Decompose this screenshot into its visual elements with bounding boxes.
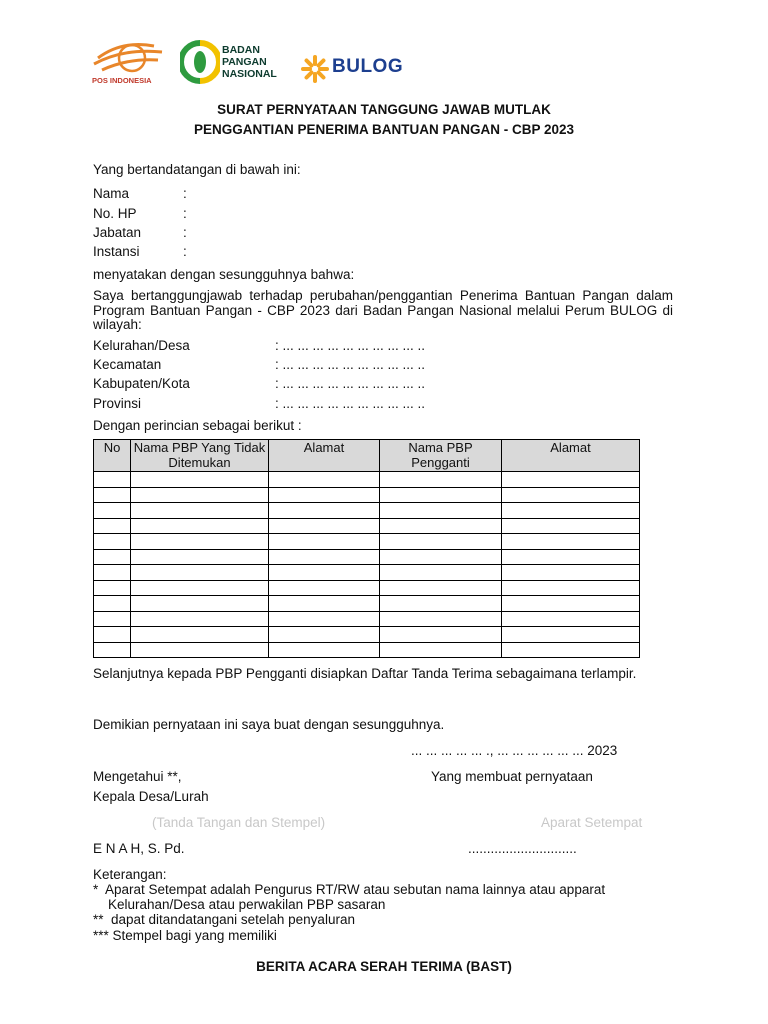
table-cell (502, 627, 640, 643)
badan-pangan-emblem-icon (180, 40, 220, 84)
table-cell (269, 596, 380, 612)
region-row-kelurahan (93, 338, 425, 353)
sign-left-name: E N A H, S. Pd. (93, 841, 185, 856)
notes-item: * Aparat Setempat adalah Pengurus RT/RW atau sebutan nama lainnya atau apparat (93, 882, 606, 897)
sign-left-hint: (Tanda Tangan dan Stempel) (152, 815, 326, 830)
identity-row-nama: Nama : (93, 186, 187, 201)
table-cell (131, 472, 269, 488)
table-row (94, 565, 640, 581)
table-row (94, 534, 640, 550)
table-cell (502, 549, 640, 565)
table-cell (269, 642, 380, 658)
table-cell (269, 518, 380, 534)
column-header-nama-tidak-ditemukan: Nama PBP Yang Tidak Ditemukan (131, 440, 269, 472)
table-cell (380, 627, 502, 643)
sign-right-name: ............................. (468, 841, 577, 856)
closing-text: Demikian pernyataan ini saya buat dengan sesungguhnya. (93, 717, 445, 732)
region-value: : ... ... ... ... ... ... ... ... ... .. (275, 396, 426, 411)
table-cell (131, 596, 269, 612)
sign-right-heading: Yang membuat pernyataan (431, 769, 593, 784)
table-cell (94, 565, 131, 581)
footer-title: BERITA ACARA SERAH TERIMA (BAST) (256, 959, 512, 974)
region-row-kecamatan (93, 357, 425, 372)
identity-row-jabatan: Jabatan : (93, 225, 187, 240)
identity-label: Instansi (93, 244, 140, 259)
table-cell (269, 487, 380, 503)
document-title-line1: SURAT PERNYATAAN TANGGUNG JAWAB MUTLAK (217, 102, 551, 117)
notes-item: Kelurahan/Desa atau perwakilan PBP sasaran (93, 897, 386, 912)
notes-item: *** Stempel bagi yang memiliki (93, 928, 277, 943)
identity-label: No. HP (93, 206, 137, 221)
intro-text: Yang bertandatangan di bawah ini: (93, 162, 301, 177)
region-label: Kelurahan/Desa (93, 338, 190, 353)
column-header-no: No (94, 440, 131, 472)
table-cell (131, 611, 269, 627)
table-row (94, 487, 640, 503)
table-cell (380, 596, 502, 612)
table-cell (131, 642, 269, 658)
region-label: Kecamatan (93, 357, 162, 372)
table-cell (502, 518, 640, 534)
badan-pangan-label: BADAN PANGAN NASIONAL (222, 44, 277, 80)
statement-paragraph: Saya bertanggungjawab terhadap perubahan/penggantian Penerima Bantuan Pangan dalam Program Bantuan Pangan - CBP 2023 dari Badan Pangan Nasional melalui Perum BULOG di wilayah: (93, 288, 673, 332)
declare-text: menyatakan dengan sesungguhnya bahwa: (93, 267, 355, 282)
followup-paragraph: Selanjutnya kepada PBP Pengganti disiapkan Daftar Tanda Terima sebagaimana terlampir. (93, 666, 637, 681)
identity-label: Nama (93, 186, 130, 201)
identity-row-hp: No. HP : (93, 206, 187, 221)
date-line: ... ... ... ... ... ., ... ... ... ... ... ... 2023 (411, 743, 618, 758)
table-cell (380, 518, 502, 534)
table-cell (131, 565, 269, 581)
region-label: Provinsi (93, 396, 142, 411)
table-cell (94, 642, 131, 658)
region-value: : ... ... ... ... ... ... ... ... ... .. (275, 376, 426, 391)
table-header-row (94, 440, 640, 472)
table-cell (269, 549, 380, 565)
identity-row-instansi: Instansi : (93, 244, 187, 259)
table-cell (502, 611, 640, 627)
table-row (94, 472, 640, 488)
bulog-label: BULOG (332, 56, 404, 77)
column-header-nama-pengganti: Nama PBP Pengganti (380, 440, 502, 472)
table-row (94, 580, 640, 596)
table-cell (502, 596, 640, 612)
table-cell (380, 487, 502, 503)
table-cell (502, 503, 640, 519)
sign-left-heading: Mengetahui **, (93, 769, 182, 784)
table-cell (94, 503, 131, 519)
table-cell (380, 534, 502, 550)
table-cell (502, 642, 640, 658)
table-cell (380, 642, 502, 658)
table-row (94, 518, 640, 534)
table-cell (502, 472, 640, 488)
table-cell (380, 472, 502, 488)
table-cell (380, 549, 502, 565)
table-row (94, 596, 640, 612)
table-cell (131, 627, 269, 643)
table-cell (269, 503, 380, 519)
detail-intro-text: Dengan perincian sebagai berikut : (93, 418, 302, 433)
table-cell (94, 534, 131, 550)
table-cell (94, 611, 131, 627)
table-cell (131, 580, 269, 596)
table-cell (94, 549, 131, 565)
table-cell (94, 627, 131, 643)
column-header-alamat-pengganti: Alamat (502, 440, 640, 472)
sign-left-role: Kepala Desa/Lurah (93, 789, 209, 804)
region-value: : ... ... ... ... ... ... ... ... ... .. (275, 338, 426, 353)
table-cell (380, 565, 502, 581)
notes-item: ** dapat ditandatangani setelah penyaluran (93, 912, 355, 927)
replacement-table (93, 439, 640, 658)
pos-indonesia-logo (92, 38, 172, 86)
table-row (94, 611, 640, 627)
identity-label: Jabatan (93, 225, 142, 240)
notes-heading: Keterangan: (93, 867, 167, 882)
table-cell (502, 565, 640, 581)
table-cell (502, 487, 640, 503)
table-cell (94, 596, 131, 612)
bulog-logo (300, 54, 430, 84)
table-row (94, 503, 640, 519)
table-cell (131, 487, 269, 503)
table-row (94, 642, 640, 658)
table-cell (269, 611, 380, 627)
table-cell (131, 503, 269, 519)
table-cell (269, 534, 380, 550)
region-row-kabupaten (93, 376, 425, 391)
badan-pangan-nasional-logo (180, 40, 295, 84)
pos-indonesia-label: POS INDONESIA (92, 76, 152, 85)
bulog-star-icon (300, 54, 330, 84)
table-cell (131, 534, 269, 550)
table-cell (94, 580, 131, 596)
table-cell (269, 580, 380, 596)
table-cell (380, 611, 502, 627)
document-title-line2: PENGGANTIAN PENERIMA BANTUAN PANGAN - CBP 2023 (193, 122, 575, 137)
column-header-alamat: Alamat (269, 440, 380, 472)
table-cell (269, 565, 380, 581)
sign-right-hint: Aparat Setempat (541, 815, 643, 830)
table-cell (94, 518, 131, 534)
table-cell (269, 627, 380, 643)
table-cell (94, 487, 131, 503)
table-cell (131, 518, 269, 534)
table-cell (502, 534, 640, 550)
table-cell (380, 503, 502, 519)
table-cell (131, 549, 269, 565)
table-cell (269, 472, 380, 488)
table-cell (380, 580, 502, 596)
table-cell (94, 472, 131, 488)
region-row-provinsi (93, 396, 425, 411)
region-label: Kabupaten/Kota (93, 376, 190, 391)
pos-indonesia-emblem-icon (92, 38, 172, 76)
region-value: : ... ... ... ... ... ... ... ... ... .. (275, 357, 426, 372)
table-row (94, 549, 640, 565)
table-cell (502, 580, 640, 596)
table-row (94, 627, 640, 643)
